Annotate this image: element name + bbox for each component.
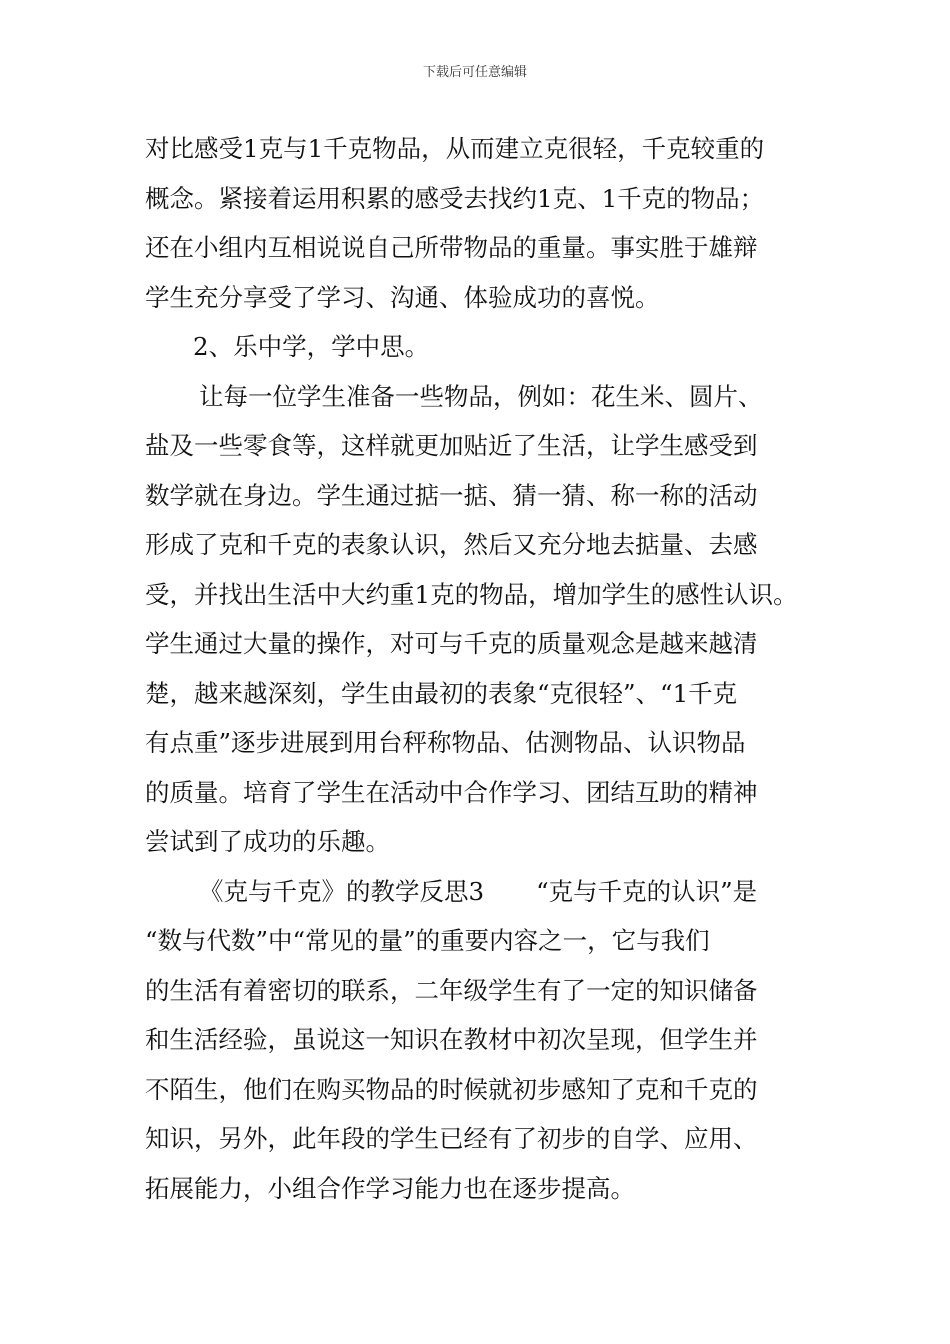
text-line: 盐及一些零食等，这样就更加贴近了生活，让学生感受到 — [145, 431, 758, 460]
text-line: “数与代数”中“常见的量”的重要内容之一，它与我们 — [145, 926, 710, 955]
text-line: 受，并找出生活中大约重1克的物品，增加学生的感性认识。 — [145, 579, 798, 609]
text-line: 的生活有着密切的联系，二年级学生有了一定的知识储备 — [145, 975, 758, 1005]
document-body — [145, 124, 845, 1213]
text-line: 尝试到了成功的乐趣。 — [145, 827, 390, 856]
text-line: 学生充分享受了学习、沟通、体验成功的喜悦。 — [145, 282, 660, 312]
text-fragment: “克与千克的认识”是 — [536, 876, 758, 906]
text-line: 概念。紧接着运用积累的感受去找约1克、1千克的物品； — [145, 183, 765, 213]
text-line: 有点重”逐步进展到用台秤称物品、估测物品、认识物品 — [145, 728, 746, 757]
section-title: 《克与千克》的教学反思3 — [199, 876, 485, 906]
text-line: 数学就在身边。学生通过掂一掂、猜一猜、称一称的活动 — [145, 480, 758, 510]
text-line: 拓展能力，小组合作学习能力也在逐步提高。 — [145, 1173, 635, 1203]
text-line: 对比感受1克与1千克物品，从而建立克很轻，千克较重的 — [145, 134, 765, 163]
text-line: 形成了克和千克的表象认识，然后又充分地去掂量、去感 — [145, 530, 758, 559]
text-line: 让每一位学生准备一些物品，例如：花生米、圆片、 — [199, 381, 763, 411]
text-line: 知识，另外，此年段的学生已经有了初步的自学、应用、 — [145, 1124, 758, 1153]
text-line: 的质量。培育了学生在活动中合作学习、团结互助的精神 — [145, 777, 758, 807]
section-heading-line — [145, 867, 845, 917]
section-heading: 2、乐中学，学中思。 — [193, 332, 430, 361]
text-line: 和生活经验，虽说这一知识在教材中初次呈现，但学生并 — [145, 1025, 758, 1054]
text-line: 不陌生，他们在购买物品的时候就初步感知了克和千克的 — [145, 1074, 758, 1104]
text-line: 还在小组内互相说说自己所带物品的重量。事实胜于雄辩 — [145, 233, 758, 262]
text-line: 学生通过大量的操作，对可与千克的质量观念是越来越清 — [145, 629, 758, 658]
page-header: 下载后可任意编辑 — [422, 65, 527, 80]
text-line: 楚，越来越深刻，学生由最初的表象“克很轻”、“1千克 — [145, 678, 738, 708]
